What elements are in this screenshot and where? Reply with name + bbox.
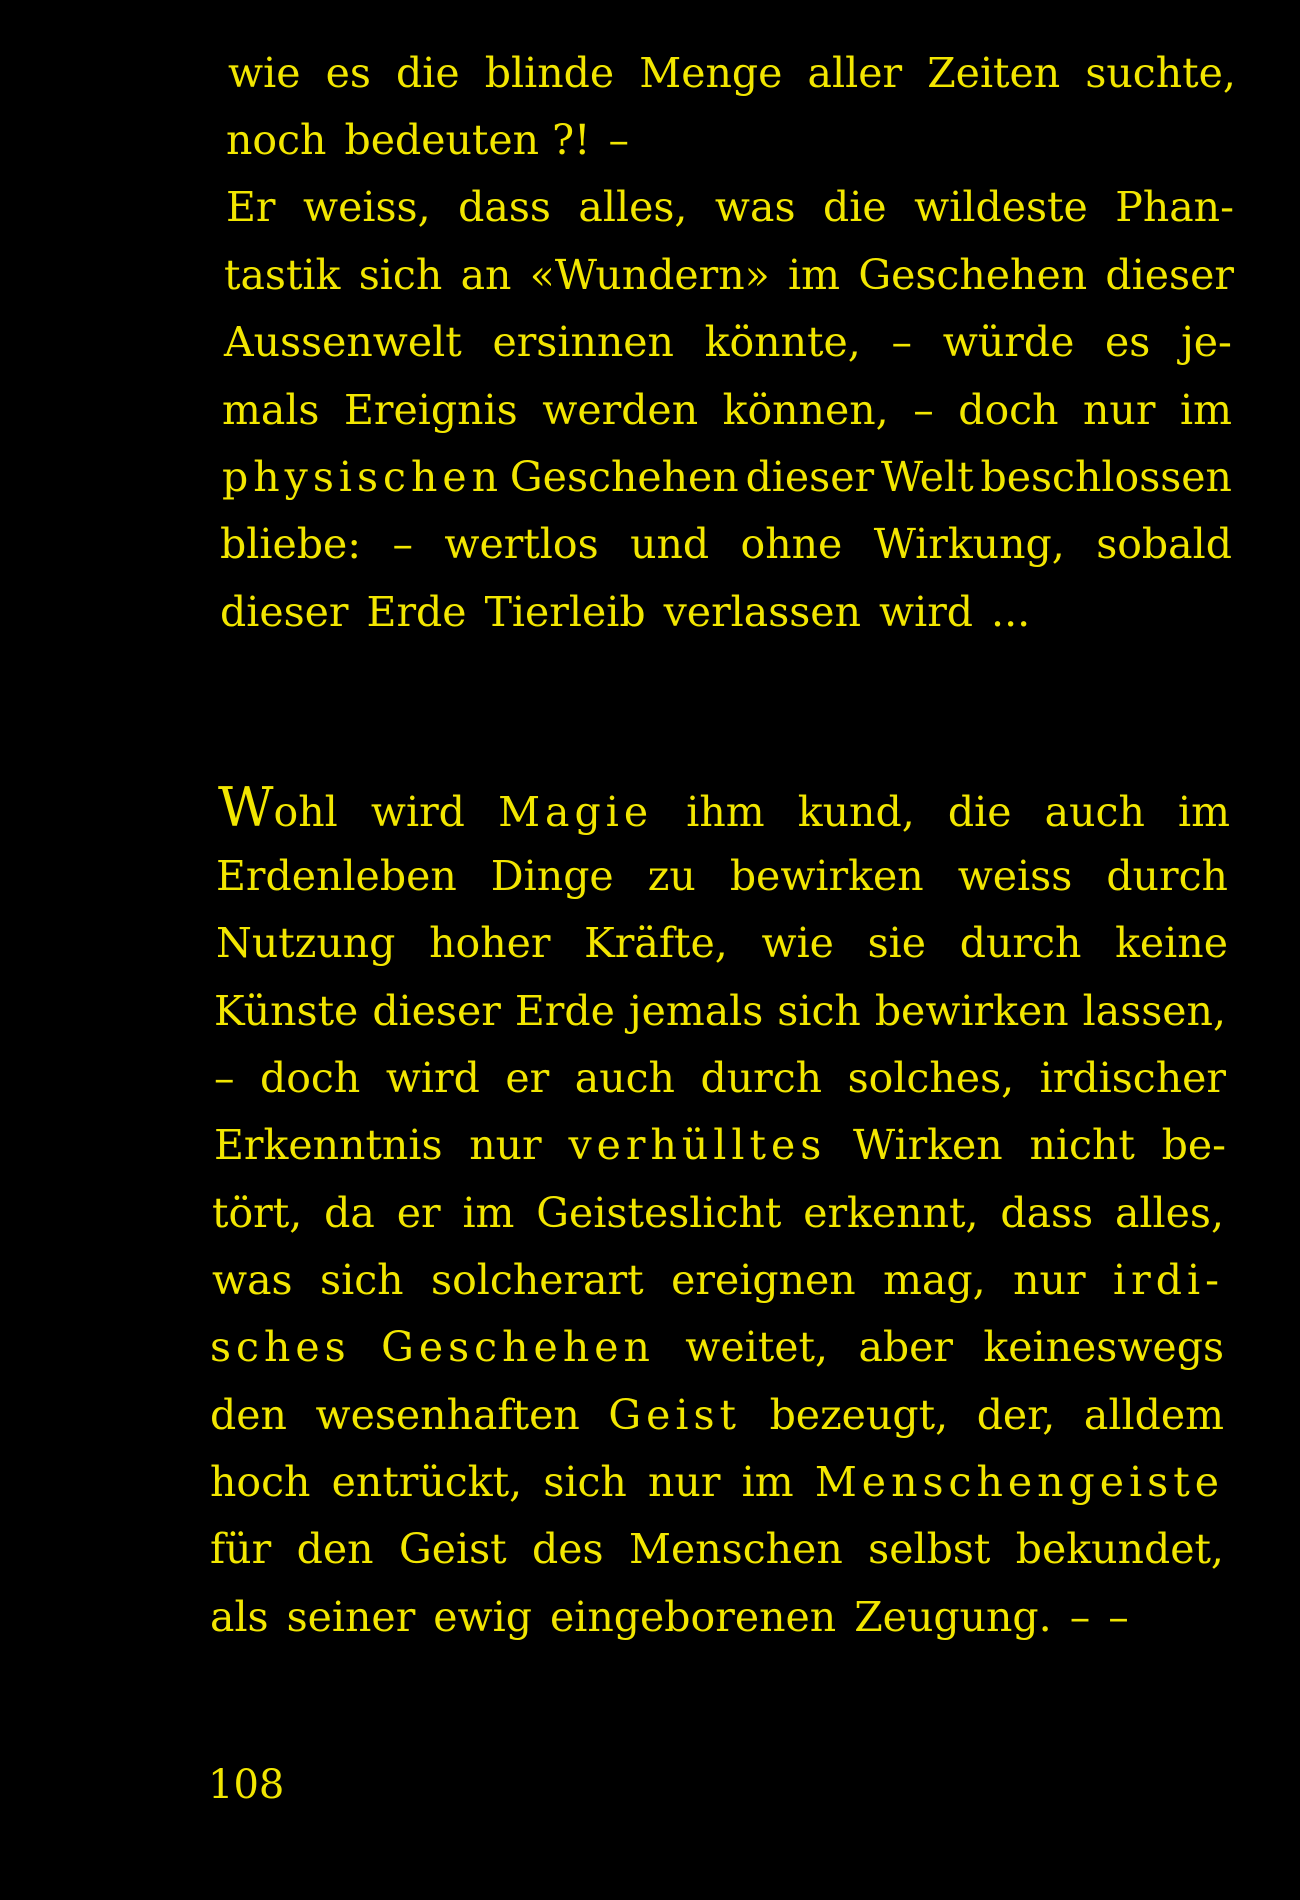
text-line: dieser Erde Tierleib verlassen wird ... — [220, 588, 1031, 636]
text-line: Er weiss, dass alles, was die wildeste Phan- — [226, 183, 1234, 231]
text-line: für den Geist des Menschen selbst bekundet, — [210, 1525, 1224, 1573]
text-line: bliebe: – wertlos und ohne Wirkung, sobald — [220, 520, 1232, 568]
text-line: Erdenleben Dinge zu bewirken weiss durch — [216, 852, 1228, 900]
page-number: 108 — [208, 1762, 285, 1808]
text-line: tört, da er im Geisteslicht erkennt, dass alles, — [212, 1189, 1224, 1237]
text-line: Künste dieser Erde jemals sich bewirken lassen, — [214, 987, 1226, 1035]
text-line: Nutzung hoher Kräfte, wie sie durch keine — [216, 919, 1228, 967]
text-line: tastik sich an «Wundern» im Geschehen dieser — [224, 251, 1234, 299]
text-line: Wohl wird Magie ihm kund, die auch im — [218, 776, 1230, 839]
text-line: mals Ereignis werden können, – doch nur im — [222, 386, 1232, 434]
text-line: sches Geschehen weitet, aber keineswegs — [210, 1323, 1224, 1371]
text-line: Erkenntnis nur verhülltes Wirken nicht be- — [214, 1121, 1226, 1169]
text-line: hoch entrückt, sich nur im Menschengeiste — [210, 1458, 1224, 1506]
text-line: was sich solcherart ereignen mag, nur irdi- — [212, 1256, 1224, 1304]
text-line: noch bedeuten ?! – — [226, 116, 630, 164]
text-line: wie es die blinde Menge aller Zeiten suchte, — [228, 49, 1236, 97]
text-line: den wesenhaften Geist bezeugt, der, alldem — [210, 1391, 1224, 1439]
text-line: als seiner ewig eingeborenen Zeugung. – – — [210, 1593, 1129, 1641]
text-line: – doch wird er auch durch solches, irdischer — [214, 1054, 1226, 1102]
drop-cap-word: Wohl — [218, 776, 338, 839]
text-line: Aussenwelt ersinnen könnte, – würde es je- — [224, 318, 1232, 366]
text-line: physischen Geschehen dieser Welt beschlossen — [222, 453, 1232, 501]
